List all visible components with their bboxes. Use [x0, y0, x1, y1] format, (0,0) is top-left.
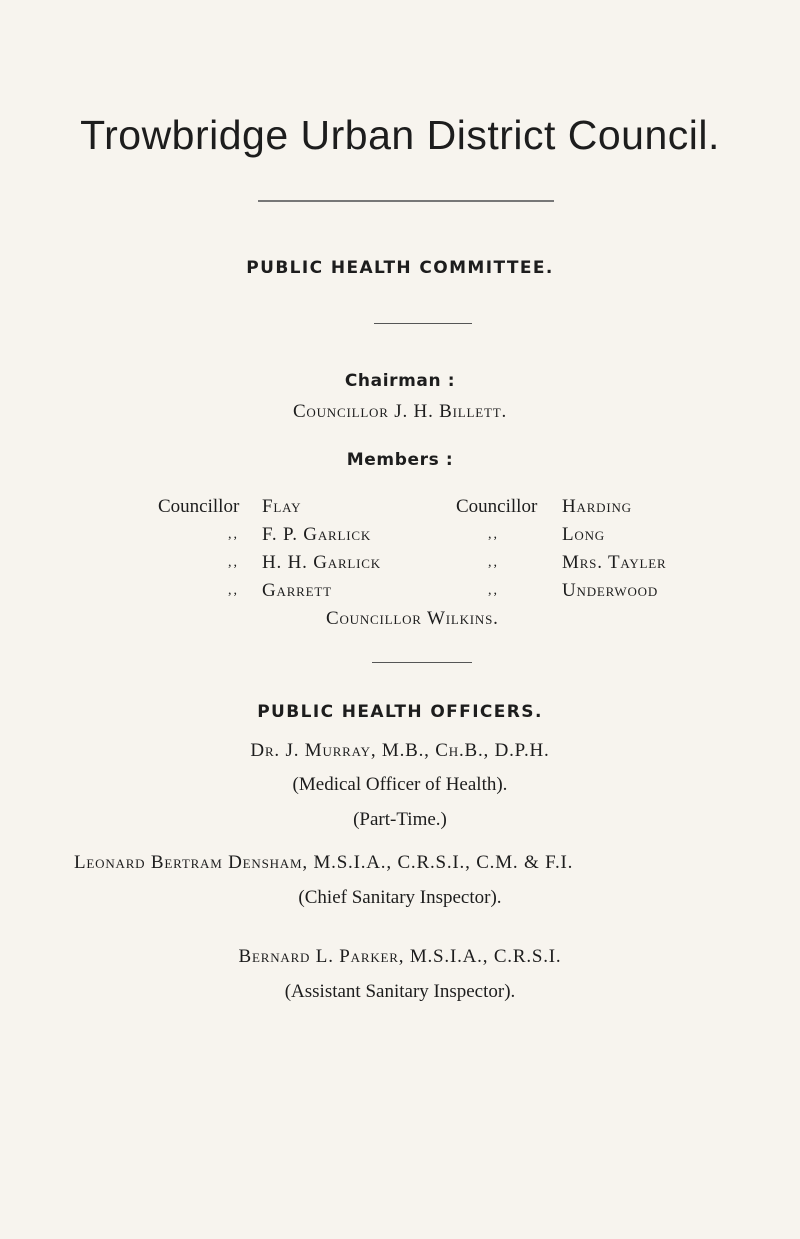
ditto-mark: ,,: [228, 527, 239, 542]
moh-name: Dr. J. Murray, M.B., Ch.B., D.P.H.: [250, 740, 550, 761]
asi-name: Bernard L. Parker, M.S.I.A., C.R.S.I.: [238, 946, 562, 967]
csi-role: (Chief Sanitary Inspector).: [298, 887, 502, 908]
ditto-mark: ,,: [228, 583, 239, 598]
member-left-1: Flay: [262, 496, 302, 517]
ditto-mark: ,,: [488, 527, 499, 542]
member-right-2: Long: [562, 524, 605, 545]
ditto-mark: ,,: [488, 555, 499, 570]
member-final: Councillor Wilkins.: [326, 608, 499, 629]
members-label: Members :: [346, 450, 454, 470]
moh-term: (Part-Time.): [353, 809, 447, 830]
chairman-name: Councillor J. H. Billett.: [292, 401, 508, 422]
council-title: Trowbridge Urban District Council.: [80, 112, 720, 158]
title-divider: [258, 200, 554, 202]
committee-divider: [374, 323, 472, 324]
members-right-title: Councillor: [456, 496, 538, 517]
committee-heading: PUBLIC HEALTH COMMITTEE.: [246, 258, 554, 278]
member-right-4: Underwood: [562, 580, 659, 601]
ditto-mark: ,,: [488, 583, 499, 598]
member-right-1: Harding: [562, 496, 632, 517]
members-left-title: Councillor: [158, 496, 240, 517]
csi-name: Leonard Bertram Densham, M.S.I.A., C.R.S.I., C.M. & F.I.: [74, 852, 574, 873]
members-divider: [372, 662, 472, 663]
member-right-3: Mrs. Tayler: [562, 552, 667, 573]
member-left-4: Garrett: [262, 580, 332, 601]
chairman-label: Chairman :: [344, 371, 456, 391]
member-left-2: F. P. Garlick: [262, 524, 372, 545]
moh-role: (Medical Officer of Health).: [292, 774, 508, 795]
asi-role: (Assistant Sanitary Inspector).: [284, 981, 516, 1002]
member-left-3: H. H. Garlick: [262, 552, 381, 573]
officers-heading: PUBLIC HEALTH OFFICERS.: [257, 702, 543, 722]
ditto-mark: ,,: [228, 555, 239, 570]
